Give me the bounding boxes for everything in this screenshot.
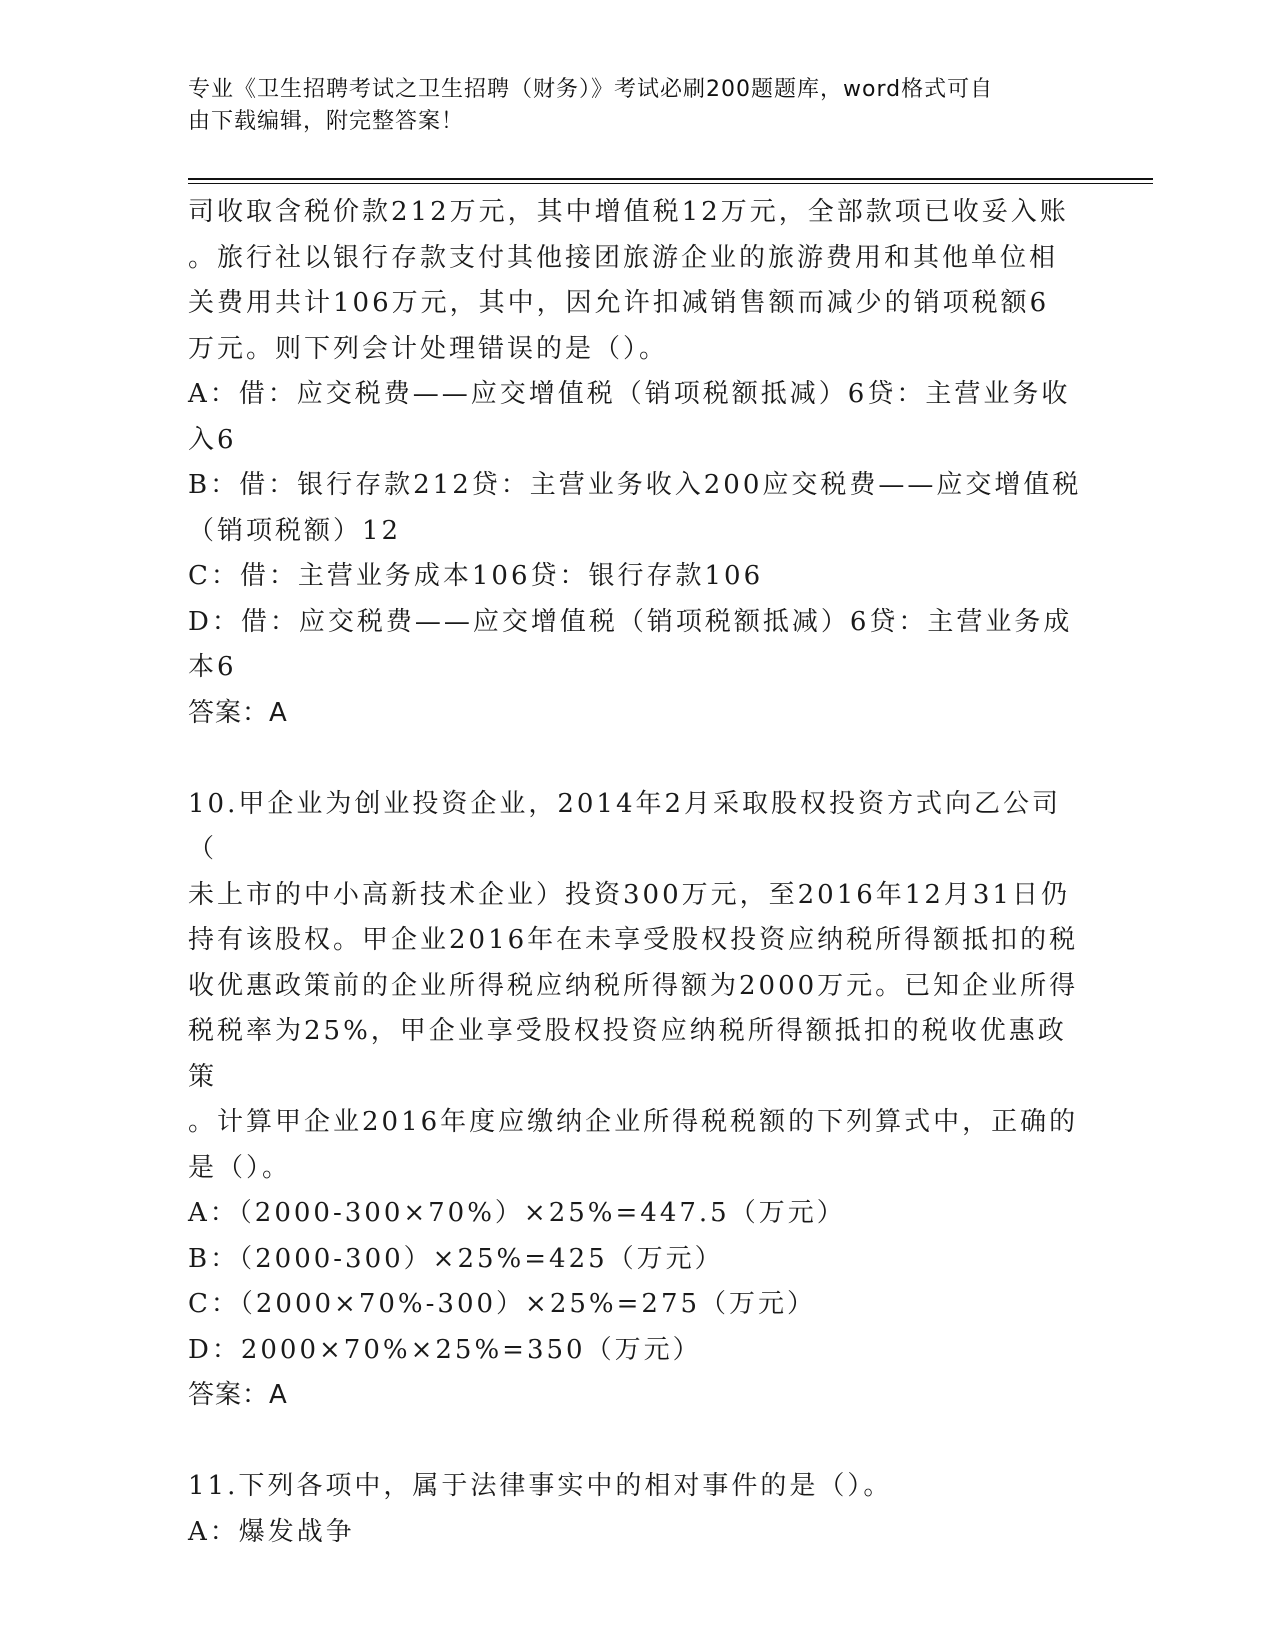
question-stem-line: 10.甲企业为创业投资企业，2014年2月采取股权投资方式向乙公司（ [188,788,1062,864]
question-stem-line: 司收取含税价款212万元，其中增值税12万元，全部款项已收妥入账 [188,197,1069,227]
option-a: A：（2000-300×70%）×25%=447.5（万元） [188,1198,846,1228]
question-stem-line: 税税率为25%，甲企业享受股权投资应纳税所得额抵扣的税收优惠政策 [188,1016,1067,1092]
header-title-line-1: 专业《卫生招聘考试之卫生招聘（财务）》考试必刷200题题库，word格式可自 [188,77,994,102]
option-d-continued: 本6 [188,652,237,682]
document-content [188,190,1088,1555]
question-stem-line: 未上市的中小高新技术企业）投资300万元，至2016年12月31日仍 [188,879,1070,910]
option-a-continued: 入6 [188,424,237,455]
question-stem-line: 。计算甲企业2016年度应缴纳企业所得税税额的下列算式中，正确的 [188,1107,1079,1137]
header-rule-thick [188,178,1153,180]
question-11 [188,1464,1088,1555]
question-9 [188,190,1088,736]
question-stem-line: 11.下列各项中，属于法律事实中的相对事件的是（）。 [188,1471,893,1501]
answer: 答案：A [188,697,288,728]
question-spacer [188,1419,1088,1465]
question-stem-line: 持有该股权。甲企业2016年在未享受股权投资应纳税所得额抵扣的税 [188,925,1079,955]
option-a: A：爆发战争 [188,1516,355,1547]
option-a: A：借：应交税费——应交增值税（销项税额抵减）6贷：主营业务收 [188,379,1071,409]
option-c: C：借：主营业务成本106贷：银行存款106 [188,561,764,591]
option-b: B：（2000-300）×25%=425（万元） [188,1243,724,1274]
question-stem-line: 万元。则下列会计处理错误的是（）。 [188,333,669,364]
question-stem-line: 关费用共计106万元，其中，因允许扣减销售额而减少的销项税额6 [188,288,1050,318]
option-d: D：借：应交税费——应交增值税（销项税额抵减）6贷：主营业务成 [188,606,1073,637]
question-stem-line: 收优惠政策前的企业所得税应纳税所得额为2000万元。已知企业所得 [188,970,1079,1001]
option-c: C：（2000×70%-300）×25%=275（万元） [188,1289,817,1319]
question-10 [188,782,1088,1419]
option-b-continued: （销项税额）12 [188,515,402,546]
header-rule-thin [188,183,1153,184]
question-spacer [188,736,1088,782]
question-stem-line: 是（）。 [188,1152,292,1183]
header-title-line-2: 由下载编辑，附完整答案！ [188,109,465,134]
option-d: D：2000×70%×25%=350（万元） [188,1334,702,1365]
option-b: B：借：银行存款212贷：主营业务收入200应交税费——应交增值税 [188,470,1082,500]
answer: 答案：A [188,1380,288,1410]
document-header [188,74,1068,138]
question-stem-line: 。旅行社以银行存款支付其他接团旅游企业的旅游费用和其他单位相 [188,242,1059,273]
